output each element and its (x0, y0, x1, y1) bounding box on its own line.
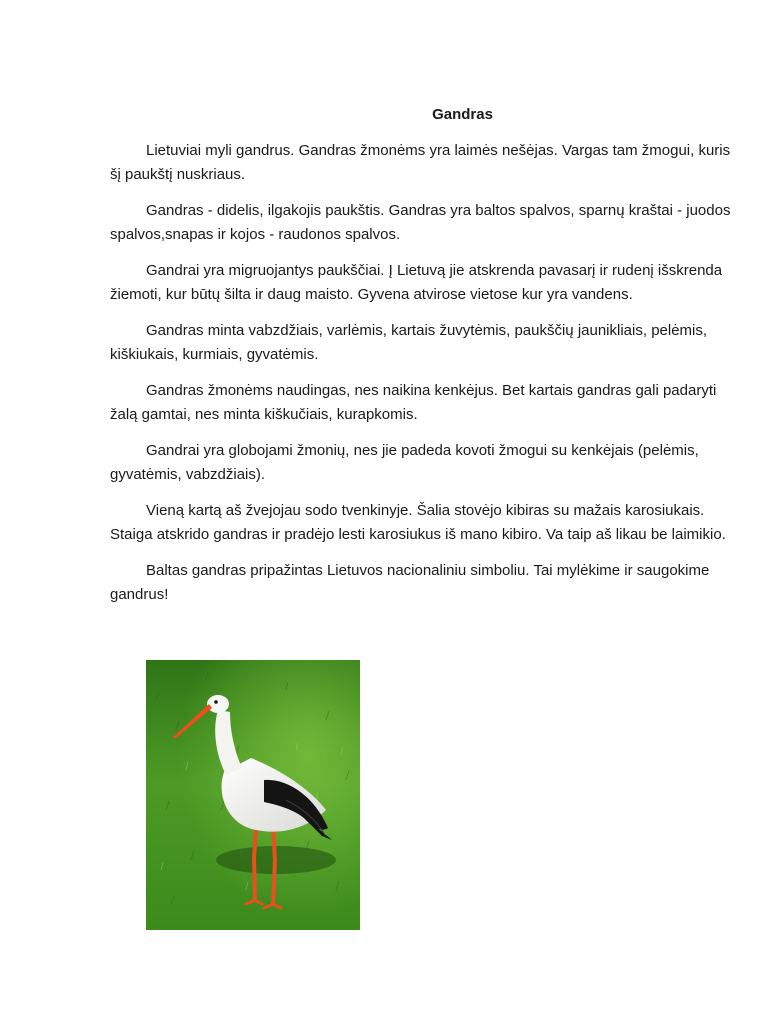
paragraph-2: Gandras - didelis, ilgakojis paukštis. Gandras yra baltos spalvos, sparnų kraštai - juodos spalvos,snapas ir kojos - raudonos spalvos. (110, 202, 731, 243)
paragraph-8: Baltas gandras pripažintas Lietuvos nacionaliniu simboliu. Tai mylėkime ir saugokime gandrus! (110, 562, 710, 603)
paragraph-5: Gandras žmonėms naudingas, nes naikina kenkėjus. Bet kartais gandras gali padaryti žalą gamtai, nes minta kiškučiais, kurapkomis. (110, 382, 717, 423)
paragraph-4: Gandras minta vabzdžiais, varlėmis, kartais žuvytėmis, paukščių jaunikliais, pelėmis, kiškiukais, kurmiais, gyvatėmis. (110, 322, 708, 363)
stork-photo (146, 660, 360, 930)
paragraph-7: Vieną kartą aš žvejojau sodo tvenkinyje. Šalia stovėjo kibiras su mažais karosiukais. Staiga atskrido gandras ir pradėjo lesti karosiukus iš mano kibiro. Va taip aš likau be laimikio. (110, 502, 726, 543)
stork-eye (214, 700, 218, 704)
page-title: Gandras (432, 106, 493, 123)
paragraph-3: Gandrai yra migruojantys paukščiai. Į Lietuvą jie atskrenda pavasarį ir rudenį išskrenda žiemoti, kur būtų šilta ir daug maisto. Gyvena atvirose vietose kur yra vandens. (110, 262, 723, 303)
stork-head (207, 695, 229, 713)
document-body (110, 139, 735, 619)
paragraph-1: Lietuviai myli gandrus. Gandras žmonėms yra laimės nešėjas. Vargas tam žmogui, kuris šį paukštį nuskriaus. (110, 142, 731, 183)
stork-illustration (146, 660, 360, 930)
paragraph-6: Gandrai yra globojami žmonių, nes jie padeda kovoti žmogui su kenkėjais (pelėmis, gyvatėmis, vabzdžiais). (110, 442, 699, 483)
